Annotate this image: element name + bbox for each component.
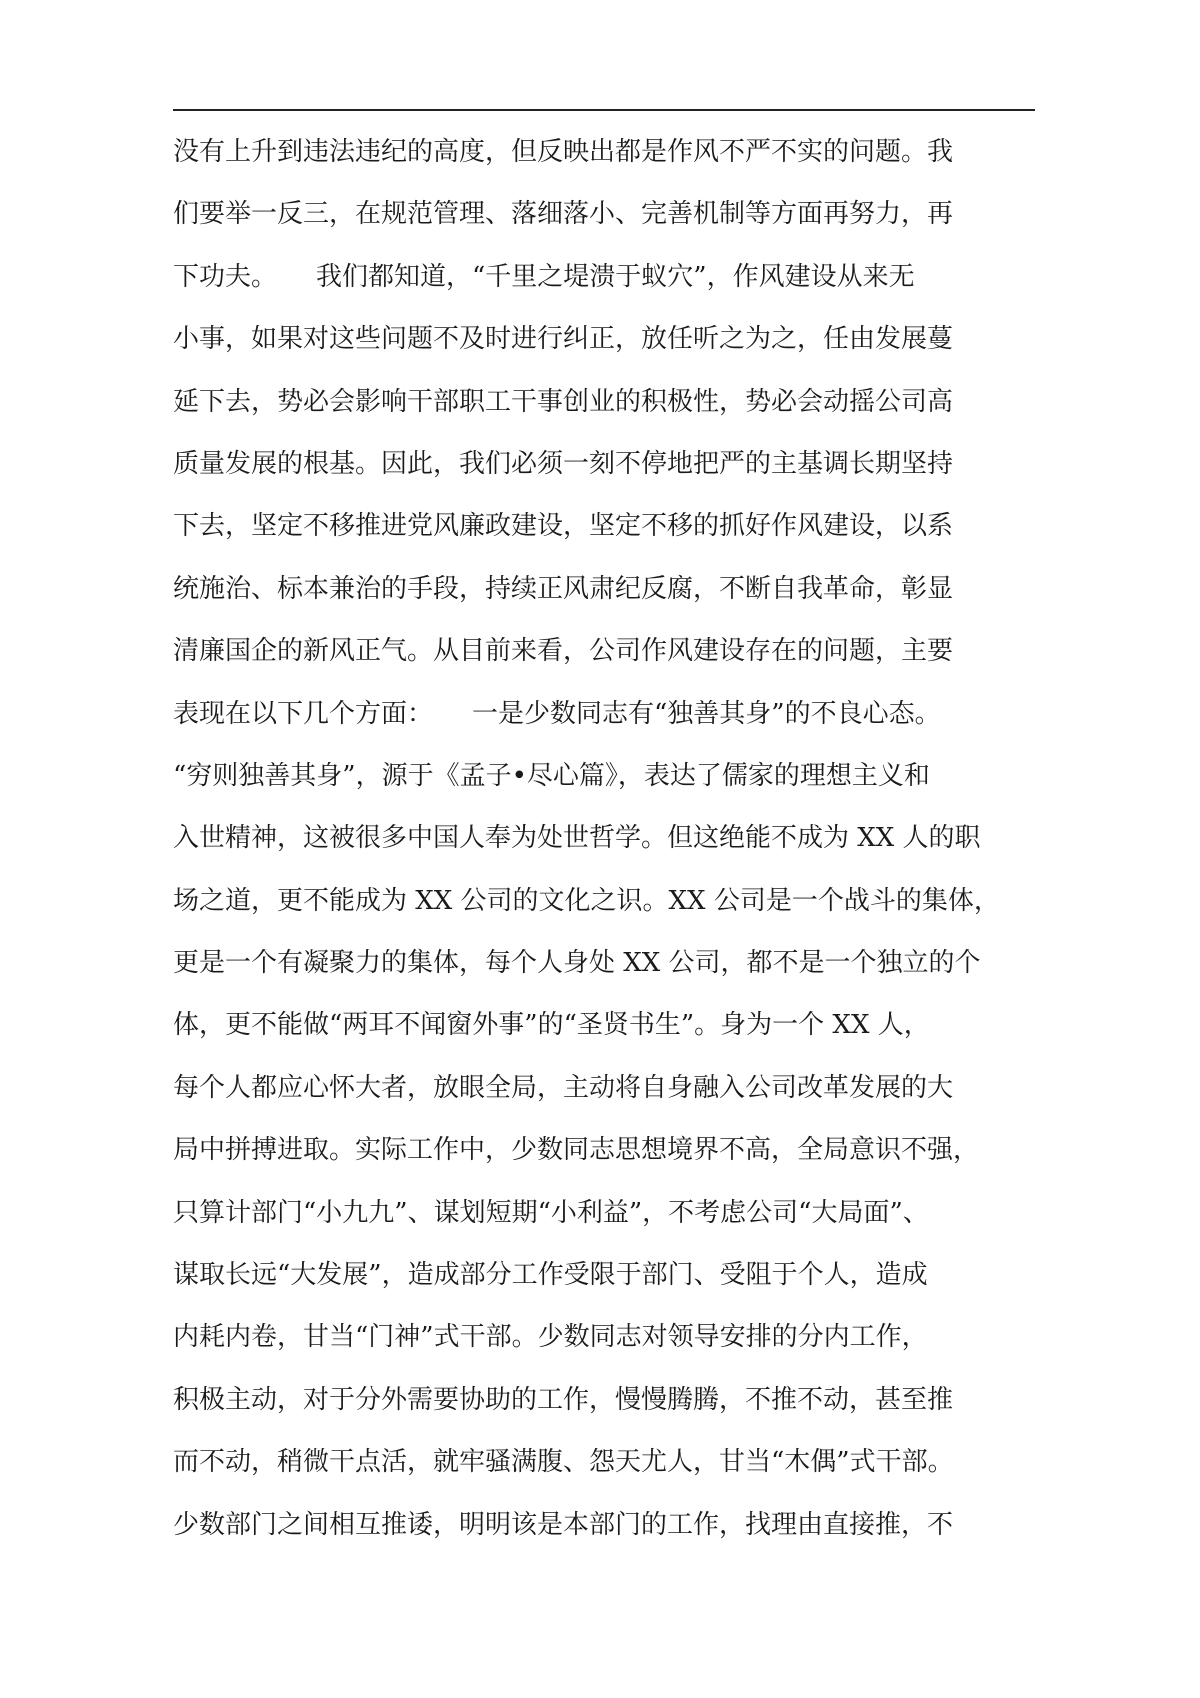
text-line: 每个人都应心怀大者，放眼全局，主动将自身融入公司改革发展的大 [173,1072,954,1103]
text-line: 内耗内卷，甘当“门神”式干部。少数同志对领导安排的分内工作， [173,1322,928,1353]
text-line: 体，更不能做“两耳不闻窗外事”的“圣贤书生”。身为一个 XX 人， [173,1010,930,1041]
text-line: 局中拼搏进取。实际工作中，少数同志思想境界不高，全局意识不强， [173,1135,980,1166]
text-line: 小事，如果对这些问题不及时进行纠正，放任听之为之，任由发展蔓 [173,324,954,355]
text-line: 质量发展的根基。因此，我们必须一刻不停地把严的主基调长期坚持 [173,448,954,479]
text-line: 谋取长远“大发展”，造成部分工作受限于部门、受阻于个人，造成 [173,1260,928,1291]
text-line: “穷则独善其身”，源于《孟子•尽心篇》，表达了儒家的理想主义和 [173,760,930,791]
text-line: 积极主动，对于分外需要协助的工作，慢慢腾腾，不推不动，甚至推 [173,1384,954,1415]
text-line: 只算计部门“小九九”、谋划短期“小利益”，不考虑公司“大局面”、 [173,1197,929,1228]
text-line: 而不动，稍微干点活，就牢骚满腹、怨天尤人，甘当“木偶”式干部。 [173,1447,954,1478]
text-line: 表现在以下几个方面： 一是少数同志有“独善其身”的不良心态。 [173,698,941,729]
header-rule [173,109,1035,111]
text-line: 更是一个有凝聚力的集体，每个人身处 XX 公司，都不是一个独立的个 [173,948,981,979]
text-line: 没有上升到违法违纪的高度，但反映出都是作风不严不实的问题。我 [173,137,954,167]
text-line: 下去，坚定不移推进党风廉政建设，坚定不移的抓好作风建设，以系 [173,511,954,542]
text-line: 少数部门之间相互推诿，明明该是本部门的工作，找理由直接推，不 [173,1509,954,1540]
text-line: 们要举一反三，在规范管理、落细落小、完善机制等方面再努力，再 [173,199,954,230]
body-text [173,121,1043,1556]
text-line: 入世精神，这被很多中国人奉为处世哲学。但这绝能不成为 XX 人的职 [173,823,981,854]
text-line: 统施治、标本兼治的手段，持续正风肃纪反腐，不断自我革命，彰显 [173,573,954,604]
text-line: 下功夫。 我们都知道，“千里之堤溃于蚁穴”，作风建设从来无 [173,261,915,292]
text-line: 场之道，更不能成为 XX 公司的文化之识。XX 公司是一个战斗的集体， [173,885,1000,916]
text-line: 延下去，势必会影响干部职工干事创业的积极性，势必会动摇公司高 [173,386,954,417]
text-line: 清廉国企的新风正气。从目前来看，公司作风建设存在的问题，主要 [173,636,954,667]
